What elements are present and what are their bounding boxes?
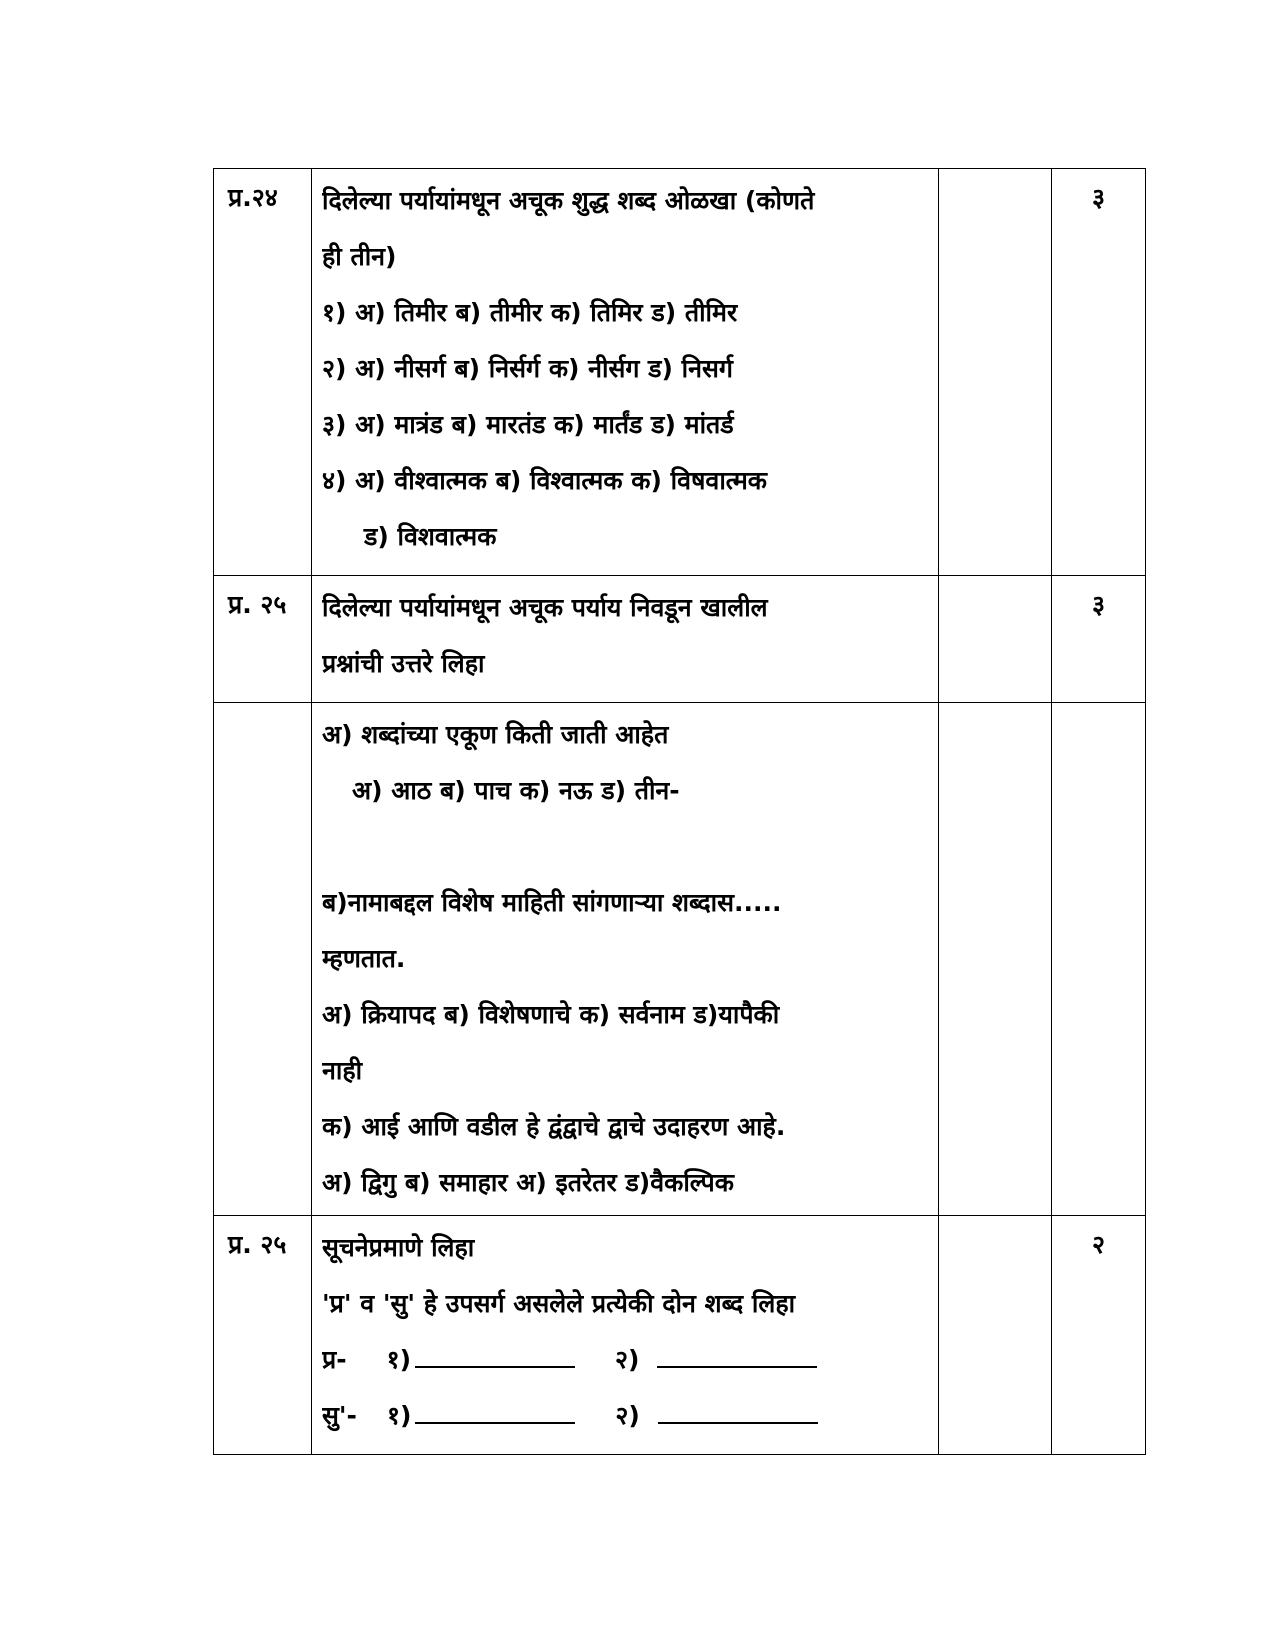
- option-line: ड) विशवात्मक: [364, 522, 497, 551]
- question-number-text: प्र.२४: [228, 183, 278, 212]
- option-line: १) अ) तिमीर ब) तीमीर क) तिमिर ड) तीमिर: [322, 298, 738, 327]
- question-number: [214, 1216, 312, 1455]
- question-line: सूचनेप्रमाणे लिहा: [322, 1233, 475, 1262]
- marks-cell: [1052, 169, 1146, 576]
- empty-cell: [939, 703, 1052, 1216]
- question-line: प्रश्नांची उत्तरे लिहा: [322, 649, 485, 678]
- answer-blank[interactable]: [415, 1342, 575, 1368]
- empty-cell: [939, 1216, 1052, 1455]
- question-row-25: [214, 576, 1146, 703]
- option-line: अ) आठ ब) पाच क) नऊ ड) तीन-: [352, 776, 680, 805]
- question-line: क) आई आणि वडील हे द्वंद्वाचे द्वाचे उदाहरण आहे.: [322, 1112, 786, 1141]
- option-line: नाही: [322, 1056, 363, 1085]
- answer-blank[interactable]: [658, 1398, 818, 1424]
- question-line: ही तीन): [322, 242, 397, 271]
- question-line: म्हणतात.: [322, 944, 406, 973]
- sub-questions-row: [214, 703, 1146, 1216]
- question-number: [214, 169, 312, 576]
- question-line: अ) शब्दांच्या एकूण किती जाती आहेत: [322, 720, 669, 749]
- option-line: अ) क्रियापद ब) विशेषणाचे क) सर्वनाम ड)यापैकी: [322, 1000, 780, 1029]
- fill-line-pra: [322, 1332, 928, 1388]
- question-number-text: [228, 711, 311, 717]
- question-line: दिलेल्या पर्यायांमधून अचूक शुद्ध शब्द ओळखा (कोणते: [322, 186, 815, 215]
- option-line: ४) अ) वीश्वात्मक ब) विश्वात्मक क) विषवात्मक: [322, 466, 767, 495]
- fill-label: २): [615, 1345, 640, 1374]
- question-row-25-fill: [214, 1216, 1146, 1455]
- marks-value: ३: [1091, 183, 1105, 212]
- marks-value: २: [1091, 1230, 1105, 1259]
- answer-blank[interactable]: [415, 1398, 575, 1424]
- fill-label: २): [615, 1401, 640, 1430]
- question-number: [214, 576, 312, 703]
- fill-label: १): [386, 1401, 412, 1430]
- question-line: 'प्र' व 'सु' हे उपसर्ग असलेले प्रत्येकी दोन शब्द लिहा: [322, 1289, 796, 1318]
- option-line: ३) अ) मात्रंड ब) मारतंड क) मार्तंड ड) मांतर्ड: [322, 410, 734, 439]
- empty-cell: [939, 169, 1052, 576]
- question-number-text: प्र. २५: [228, 590, 287, 619]
- question-content: [312, 576, 939, 703]
- fill-prefix: प्र-: [322, 1345, 347, 1374]
- option-line: अ) द्विगु ब) समाहार अ) इतरेतर ड)वैकल्पिक: [322, 1168, 734, 1197]
- question-line: दिलेल्या पर्यायांमधून अचूक पर्याय निवडून खालील: [322, 593, 768, 622]
- question-content: [312, 703, 939, 1216]
- option-line: २) अ) नीसर्ग ब) निर्सर्ग क) नीर्सग ड) निसर्ग: [322, 354, 734, 383]
- fill-label: १): [386, 1345, 412, 1374]
- question-row-24: [214, 169, 1146, 576]
- spacer: [322, 819, 928, 875]
- marks-cell: [1052, 703, 1146, 1216]
- question-content: [312, 1216, 939, 1455]
- marks-cell: [1052, 1216, 1146, 1455]
- empty-cell: [939, 576, 1052, 703]
- question-content: [312, 169, 939, 576]
- fill-prefix: सु'-: [322, 1401, 357, 1430]
- marks-value: ३: [1091, 590, 1105, 619]
- question-number: [214, 703, 312, 1216]
- question-number-text: प्र. २५: [228, 1230, 287, 1259]
- fill-line-su: [322, 1388, 928, 1444]
- marks-cell: [1052, 576, 1146, 703]
- question-line: ब)नामाबद्दल विशेष माहिती सांगणाऱ्या शब्दास.....: [322, 888, 782, 917]
- question-table: [213, 168, 1146, 1455]
- answer-blank[interactable]: [657, 1342, 817, 1368]
